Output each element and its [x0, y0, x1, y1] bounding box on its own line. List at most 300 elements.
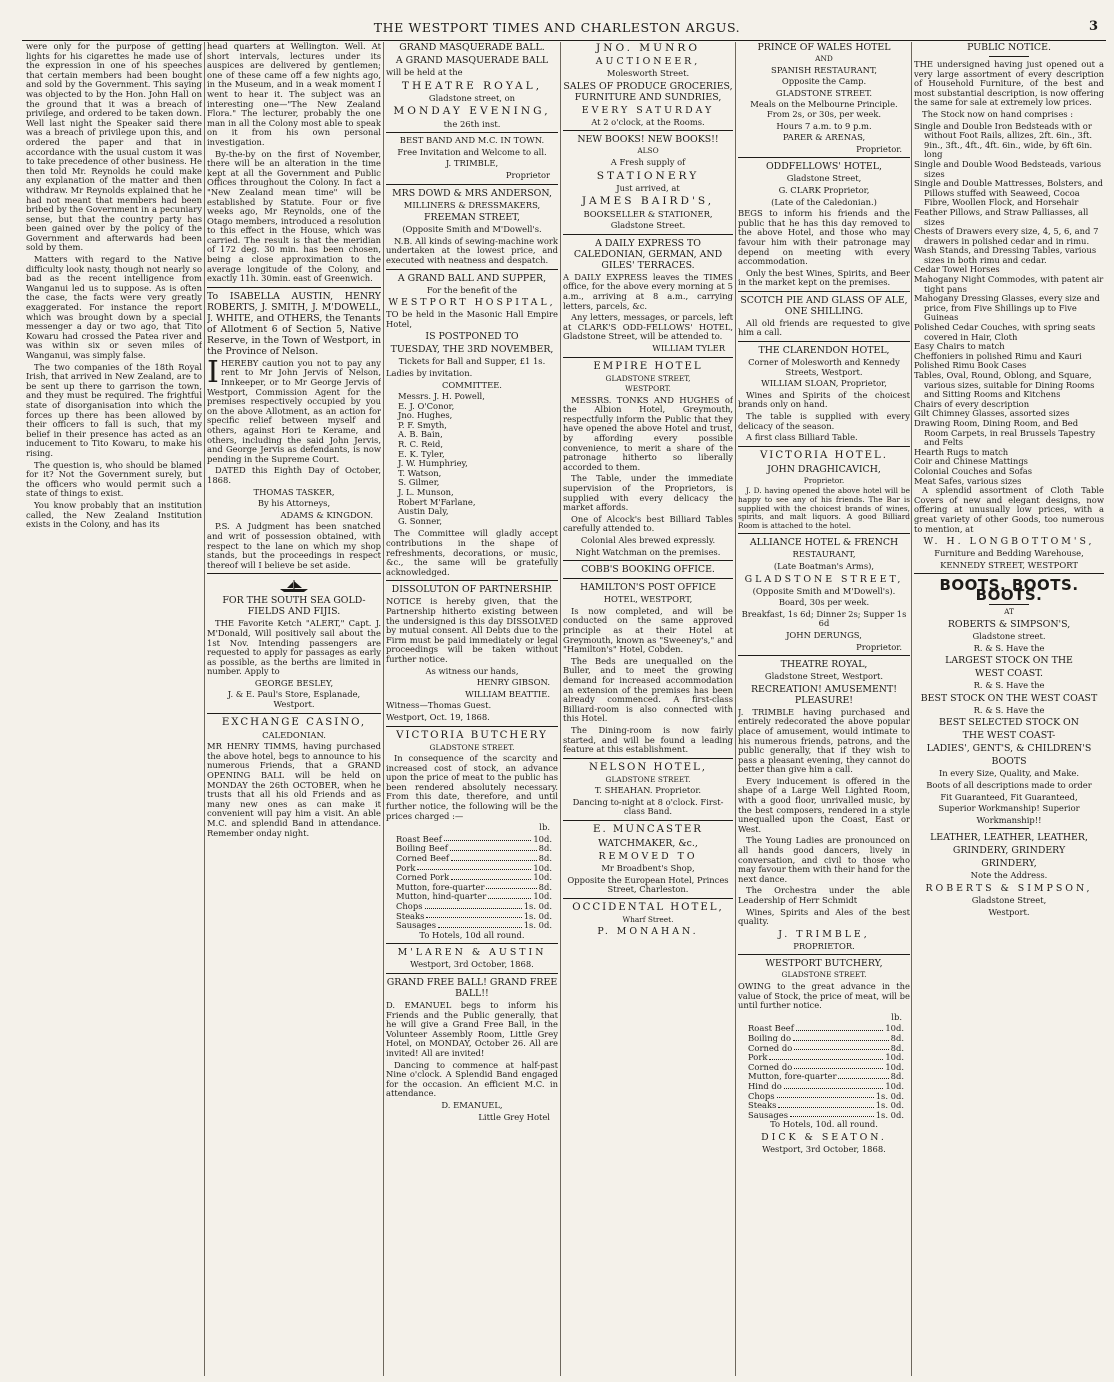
boots-coast-2: THE WEST COAST-: [962, 730, 1056, 742]
price-item: Pork: [396, 862, 416, 873]
article-paragraph: The two companies of the 18th Royal Irish, that arrived in New Zealand, are to be sent up there to garrison the town, and they must be required. The frightful state of disorganisation into which the forces up there has been allowed by their officers to fall is such, that my belief in their presence has acted as an inducement to Tito Kowaru, to make his rising.: [26, 361, 202, 458]
price-value: 8d.: [890, 1071, 904, 1082]
dressmaker-opp: (Opposite Smith and M'Dowell's.: [402, 224, 542, 235]
books-stationery: STATIONERY: [596, 169, 700, 182]
price-value: 8d.: [890, 1032, 904, 1043]
hamilton-hotel-ad: [563, 578, 733, 755]
hospital-date: TUESDAY, THE 3RD NOVEMBER,: [390, 344, 554, 356]
dot-leader: [794, 1063, 883, 1070]
pow-name: PARER & ARENAS,: [782, 132, 866, 143]
committee-member: G. Sonner,: [398, 515, 442, 526]
muncaster-removed: REMOVED TO: [598, 851, 698, 863]
occidental-title: OCCIDENTAL HOTEL,: [572, 901, 724, 913]
books-fresh: A Fresh supply of: [610, 156, 686, 167]
drop-cap: I: [207, 354, 219, 390]
dissolution-witness: Witness—Thomas Guest.: [386, 700, 492, 711]
article-paragraph: Matters with regard to the Native difficulty look nasty, though not nearly so bad as the recent intelligence from Wanganui led us to suppose. As is often the case, the facts were very greatly exaggerated. For instance the report which was brought down by a special messenger a day or two ago, that Tito Kowaru had crossed the Patea river and was within six or seven miles of Wanganui, was simply false.: [26, 254, 202, 360]
clarendon-title: THE CLARENDON HOTEL,: [758, 345, 890, 357]
westport-butchery-title: WESTPORT BUTCHERY,: [765, 958, 883, 970]
masquerade-free: Free Invitation and Welcome to all.: [397, 146, 547, 157]
munro-role: AUCTIONEER,: [595, 56, 701, 68]
victoria-role: Proprietor.: [803, 475, 845, 485]
column-1: [26, 42, 202, 1376]
notice-attorneys: ADAMS & KINGDON.: [280, 509, 373, 520]
oddfellows-title: ODDFELLOWS' HOTEL,: [766, 161, 882, 173]
committee-list: [398, 392, 558, 526]
butchery-signature: M'LAREN & AUSTIN: [397, 947, 547, 959]
prince-of-wales-ad: [738, 42, 910, 154]
divider: [989, 56, 1029, 57]
price-item: Mutton, hind-quarter: [396, 891, 487, 902]
price-item: Boiling Beef: [396, 843, 448, 854]
cobb-title: COBB'S BOOKING OFFICE.: [581, 564, 715, 576]
boots-selected: BEST SELECTED STOCK ON: [939, 717, 1079, 729]
public-notice-street: KENNEDY STREET, WESTPORT: [940, 559, 1078, 570]
boots-grindery: GRINDERY, GRINDERY: [952, 845, 1066, 857]
dot-leader: [444, 835, 531, 842]
nelson-title: NELSON HOTEL,: [588, 761, 708, 773]
express-name: WILLIAM TYLER: [652, 342, 725, 353]
westport-butchery-date: Westport, 3rd October, 1868.: [762, 1143, 886, 1154]
westport-butchery-body: OWING to the great advance in the value of Stock, the price of meat, will be until further notice.: [738, 980, 910, 1011]
price-item: Roast Beef: [748, 1023, 794, 1034]
committee-member: P. F. Smyth,: [398, 419, 447, 430]
dot-leader: [488, 892, 531, 899]
sale-item: Easy Chairs to match: [914, 341, 1005, 352]
committee-member: Austin Daly,: [398, 506, 449, 517]
public-notice-ad: [914, 42, 1104, 570]
masquerade-day: MONDAY EVENING,: [393, 105, 551, 118]
dissolution-title: DISSOLUTON OF PARTNERSHIP.: [391, 584, 553, 596]
alliance-opp: (Opposite Smith and M'Dowell's).: [752, 585, 896, 596]
alliance-sub: RESTAURANT,: [792, 549, 856, 560]
dot-leader: [451, 854, 537, 861]
dot-leader: [778, 1101, 873, 1108]
books-street: Gladstone Street.: [610, 220, 686, 231]
article-paragraph: By-the-by on the first of November, there will be an alteration in the time kept at all the Government and Public Offices throughout the Colony. In fact a "New Zealand mean time" will be established by Statute. Four or five weeks ago, Mr Reynolds, one of the Otago members, introduced a resolution to this effect in the House, which was carried. The result is that the meridian of 172 deg. 30 min. has been chosen, being a close approximation to the average longitude of the Colony, and exactly 11h. 30min. east of Greenwich.: [207, 148, 381, 284]
price-value: 1s. 0d.: [875, 1109, 904, 1120]
nelson-dancing: Dancing to-night at 8 o'clock. First-class Band.: [572, 796, 724, 817]
pow-street: GLADSTONE STREET.: [775, 87, 873, 98]
books-arrived: Just arrived, at: [616, 182, 680, 193]
boots-street: Gladstone street.: [972, 631, 1046, 642]
sale-item: Drawing Room, Dining Room, and Bed Room Carpets, in real Brussels Tapestry and Felts: [914, 417, 1096, 448]
butchery-body: In consequence of the scarcity and increased cost of stock, an advance upon the price of meat to the public has been rendered absolutely necessary. From this date, therefore, and until further notice, the following will be the prices charged :—: [386, 753, 558, 821]
occidental-name: P. MONAHAN.: [597, 926, 699, 938]
books-ad: [563, 130, 733, 230]
sale-item: Wash Stands, and Dressing Tables, various sizes in both rimu and cedar.: [914, 245, 1097, 265]
free-ball-ad: [386, 973, 558, 1122]
dot-leader: [784, 1082, 884, 1089]
price-value: 10d.: [885, 1052, 904, 1063]
price-item: Roast Beef: [396, 833, 442, 844]
boots-ad: [914, 573, 1104, 917]
divider: [989, 828, 1029, 829]
header-rule: [22, 40, 1106, 41]
column-5: [738, 42, 910, 1376]
sale-item: Single and Double Wood Bedsteads, various sizes: [914, 158, 1102, 179]
sale-item: Cheffoniers in polished Rimu and Kauri: [914, 350, 1082, 361]
boots-every: In every Size, Quality, and Make.: [938, 768, 1080, 779]
hospital-body: TO be held in the Masonic Hall Empire Hotel,: [386, 309, 558, 329]
express-ad: [563, 234, 733, 354]
price-value: 10d.: [885, 1023, 904, 1034]
boots-best: BEST STOCK ON THE WEST COAST: [920, 692, 1098, 704]
boots-rs-2: R. & S. Have the: [973, 680, 1045, 691]
hospital-thanks: The Committee will gladly accept contributions in the shape of refreshments, decorations, or music, &c., the same will be gratefully acknowledged.: [386, 528, 558, 577]
dot-leader: [486, 883, 536, 890]
masquerade-title: GRAND MASQUERADE BALL.: [399, 42, 545, 53]
hospital-benefit: For the benefit of the: [426, 284, 518, 295]
munro-sales: SALES OF PRODUCE GROCERIES, FURNITURE AND SUNDRIES,: [563, 80, 733, 103]
column-divider: [911, 42, 912, 1376]
boots-made: Boots of all descriptions made to order: [926, 780, 1092, 791]
column-6: [914, 42, 1104, 1376]
masquerade-street: Gladstone street, on: [428, 92, 516, 103]
price-value: 8d.: [538, 881, 552, 892]
dot-leader: [417, 864, 531, 871]
price-item: Pork: [748, 1052, 768, 1063]
empire-town: WESTPORT.: [625, 384, 671, 394]
alliance-meals: Breakfast, 1s 6d; Dinner 2s; Supper 1s 6d: [741, 608, 907, 629]
clarendon-body: Wines and Spirits of the choicest brands only on hand.: [738, 389, 910, 410]
free-ball-dance: Dancing to commence at half-past Nine o'clock. A Splendid Band engaged for the occasion. An efficient M.C. in attendance.: [386, 1059, 558, 1099]
page-number: 3: [1088, 19, 1098, 34]
dot-leader: [796, 1024, 883, 1031]
boots-boots: BOOTS: [991, 756, 1027, 768]
price-item: Mutton, fore-quarter: [396, 881, 485, 892]
boots-rs-3: R. & S. Have the: [973, 704, 1045, 715]
column-2: [207, 42, 381, 1376]
hamilton-title: HAMILTON'S POST OFFICE: [580, 582, 716, 594]
article-paragraph: You know probably that an institution called, the New Zealand Institution exists in the Colony, and has its: [26, 499, 202, 530]
price-value: 8d.: [538, 843, 552, 854]
dissolution-date: Westport, Oct. 19, 1868.: [386, 711, 490, 722]
boots-signature: ROBERTS & SIMPSON,: [925, 883, 1093, 894]
dissolution-witness-label: As witness our hands,: [425, 665, 519, 676]
sale-item: Colonial Couches and Sofas: [914, 465, 1033, 476]
alliance-hotel-ad: [738, 533, 910, 652]
boots-title: BOOTS. BOOTS. BOOTS.: [939, 576, 1079, 604]
public-notice-closing: A splendid assortment of Cloth Table Covers of new and elegant designs, now offering at unusually low prices, with a great variety of other Goods, too numerous to mention, at: [914, 485, 1104, 534]
free-ball-place: Little Grey Hotel: [478, 1111, 550, 1122]
ship-ad-agent: GEORGE BESLEY,: [254, 677, 334, 688]
dot-leader: [777, 1092, 874, 1099]
price-value: 1s. 0d.: [875, 1100, 904, 1111]
price-value: 1s. 0d.: [523, 910, 552, 921]
clarendon-body-2: The table is supplied with every delicacy of the season.: [738, 411, 910, 431]
westport-butchery-unit: lb.: [891, 1011, 902, 1022]
books-title: NEW BOOKS! NEW BOOKS!!: [577, 134, 719, 146]
victoria-hotel-ad: [738, 446, 910, 531]
boots-leather: LEATHER, LEATHER, LEATHER,: [930, 832, 1088, 844]
masquerade-ad: [386, 42, 558, 181]
price-item: Sausages: [396, 920, 437, 931]
notice-dated: DATED this Eighth Day of October, 1868.: [207, 465, 381, 485]
theatre-body-2: Every inducement is offered in the shape of a Large Well Lighted Room, with a good floor, unrivalled music, by the best composers, rendered in a style unequalled upon the Coast, East or West.: [738, 775, 910, 834]
public-notice-stock: The Stock now on hand comprises :: [922, 108, 1074, 119]
dot-leader: [426, 912, 521, 919]
sale-item: Cedar Towel Horses: [914, 264, 1000, 275]
theatre-role: PROPRIETOR.: [793, 940, 855, 951]
dot-leader: [838, 1072, 888, 1079]
dressmaker-nb: N.B. All kinds of sewing-machine work undertaken at the lowest price, and executed with neatness and despatch.: [386, 235, 558, 265]
books-role: BOOKSELLER & STATIONER,: [583, 208, 713, 219]
sale-item: Polished Rimu Book Cases: [914, 360, 1027, 371]
ship-ad: [207, 573, 381, 709]
article-paragraph: The question is, who should be blamed for it? Not the Government surely, but the officers who would permit such a state of things to exist.: [26, 459, 202, 499]
sale-item: Meat Safes, various sizes: [914, 475, 1022, 486]
hospital-title: A GRAND BALL AND SUPPER,: [397, 272, 547, 284]
theatre-name: J. TRIMBLE,: [778, 928, 870, 940]
hospital-tickets: Tickets for Ball and Supper, £1 1s.: [398, 356, 546, 367]
casino-subtitle: CALEDONIAN.: [262, 729, 326, 740]
tenant-notice: [207, 287, 381, 570]
dissolution-ad: [386, 580, 558, 722]
theatre-body-3: The Young Ladies are pronounced on all hands good dancers, lively in conversation, and civil to those who may favour them with their hand for the next dance.: [738, 835, 910, 884]
dot-leader: [794, 1044, 888, 1051]
masthead: [0, 0, 1114, 40]
theatre-street: Gladstone Street, Westport.: [764, 671, 884, 682]
dot-leader: [793, 1034, 889, 1041]
dressmaker-street: FREEMAN STREET,: [423, 212, 521, 224]
cobb-ad: [563, 560, 733, 575]
column-3: [386, 42, 558, 1376]
westport-butchery-ad: [738, 954, 910, 1154]
pow-hours: Hours 7 a.m. to 9 p.m.: [776, 120, 872, 131]
theatre-body: J. TRIMBLE having purchased and entirely redecorated the above popular place of amusement, would intimate to his numerous friends, patrons, and the public generally, that if they wish to pass a pleasant evening, they cannot do better than give him a call.: [738, 706, 910, 775]
muncaster-shop: Mr Broadbent's Shop,: [601, 863, 695, 874]
sale-item: Chests of Drawers every size, 4, 5, 6, and 7 drawers in polished cedar and in rimu.: [914, 226, 1099, 246]
price-value: 10d.: [533, 891, 552, 902]
boots-work: Superior Workmanship! Superior: [938, 803, 1080, 814]
butchery-date: Westport, 3rd October, 1868.: [410, 959, 534, 970]
sale-item: Single and Double Iron Bedsteads with or without Foot Rails, allizes, 2ft. 6in., 3ft. 9in., 3ft., 4ft., 4ft. 6in., wide, by 6ft 6in. long: [914, 120, 1093, 160]
theatre-body-4: The Orchestra under the able Leadership of Herr Schmidt: [738, 885, 910, 905]
butchery-title: VICTORIA BUTCHERY: [396, 729, 548, 741]
committee-member: E. K. Tyler,: [398, 448, 445, 459]
price-item: Corned Pork: [396, 872, 450, 883]
price-item: Corned do: [748, 1042, 793, 1053]
westport-butchery-street: GLADSTONE STREET.: [781, 970, 867, 980]
pow-and: AND: [815, 54, 833, 63]
pow-meals: Meals on the Melbourne Principle. From 2s, or 30s, per week.: [750, 99, 898, 119]
munro-ad: [563, 42, 733, 127]
public-notice-role: Furniture and Bedding Warehouse,: [934, 548, 1084, 559]
munro-title: JNO. MUNRO: [595, 42, 701, 54]
price-item: Chops: [396, 901, 423, 911]
free-ball-body: D. EMANUEL begs to inform his Friends and the Public generally, that he will give a Grand Free Ball, in the Volunteer Assembly Room, Little Grey Hotel, on MONDAY, October 26. All are invited! All are invited!: [386, 999, 558, 1058]
empire-title: EMPIRE HOTEL: [593, 360, 703, 372]
boots-shop: ROBERTS & SIMPSON'S,: [947, 619, 1071, 631]
occidental-street: Wharf Street.: [622, 914, 674, 924]
boots-ladies: LADIES', GENT'S, & CHILDREN'S: [926, 743, 1092, 755]
dot-leader: [450, 844, 537, 851]
column-divider: [204, 42, 205, 1376]
price-item: Boiling do: [748, 1032, 792, 1043]
empire-ales: Colonial Ales brewed expressly.: [580, 535, 716, 546]
pow-title: PRINCE OF WALES HOTEL: [757, 42, 891, 53]
price-value: 10d.: [533, 862, 552, 873]
scotch-pie-ad: [738, 291, 910, 338]
price-item: Steaks: [396, 910, 425, 921]
masquerade-line2: will be held at the: [386, 67, 463, 77]
muncaster-role: WATCHMAKER, &c.,: [598, 838, 698, 850]
free-ball-title: GRAND FREE BALL! GRAND FREE BALL!!: [386, 976, 558, 999]
pow-sub: SPANISH RESTAURANT,: [770, 64, 878, 75]
alliance-title: ALLIANCE HOTEL & FRENCH: [749, 537, 899, 549]
newspaper-title: THE WESTPORT TIMES AND CHARLESTON ARGUS.: [373, 20, 741, 35]
hamilton-sub: HOTEL, WESTPORT,: [603, 594, 693, 605]
munro-time: At 2 o'clock, at the Rooms.: [591, 116, 705, 127]
price-item: Chops: [748, 1090, 775, 1101]
sale-item: Chairs of every description: [914, 398, 1030, 409]
hospital-ladies: Ladies by invitation.: [386, 367, 473, 378]
price-item: Sausages: [748, 1109, 789, 1120]
sale-item: Gilt Chimney Glasses, assorted sizes: [914, 408, 1070, 419]
dot-leader: [790, 1111, 874, 1118]
oddfellows-street: Gladstone Street,: [786, 173, 862, 184]
article-paragraph: were only for the purpose of getting lights for his cigarettes he made use of the expression in one of his speeches that certain members had been bought and sold by the Government. This saying was objected to by the Hon. John Hall on the ground that it was a breach of privilege, and ordered to be taken down. Well last night the Speaker said there was a breach of privilege upon this, and ordered the paper and that in accordance with the usual custom it was to take precedence of other business. He then told Mr. Reynolds he could make any explanation of the matter and then withdraw. Mr Reynolds explained that he had not meant that members had been bribed by the Government in a pecuniary sense, but that the country party has been gained over by the policy of the Government and afterwards had been sold by them.: [26, 42, 202, 253]
alliance-name: JOHN DERUNGS,: [786, 629, 862, 640]
theatre-royal-ad: [738, 655, 910, 951]
ship-ad-title: FOR THE SOUTH SEA GOLD-FIELDS AND FIJIS.: [222, 595, 366, 618]
committee-member: J. L. Munson,: [398, 487, 454, 498]
committee-member: Jno. Hughes,: [398, 410, 453, 421]
victoria-name: JOHN DRAGHICAVICH,: [767, 463, 881, 475]
books-also: ALSO: [637, 146, 659, 156]
committee-member: J. W. Humphriey,: [398, 458, 468, 469]
casino-title: EXCHANGE CASINO,: [221, 716, 367, 728]
boots-rs-1: R. & S. Have the: [973, 642, 1045, 653]
hospital-ball-ad: [386, 269, 558, 578]
hamilton-body: Is now completed, and will be conducted on the same approved principle as at their Hotel at Greymouth, known as "Sweeney's," and "Hamilton's" Hotel, Cobden.: [563, 605, 733, 655]
empire-body-2: The Table, under the immediate supervision of the Proprietors, is supplied with every delicacy the market affords.: [563, 473, 733, 513]
sale-item: Coir and Chinese Mattings: [914, 456, 1028, 467]
ship-icon: [277, 579, 311, 593]
hospital-postponed: IS POSTPONED TO: [425, 331, 519, 343]
column-divider: [383, 42, 384, 1376]
theatre-title: THEATRE ROYAL,: [780, 659, 868, 671]
boots-coast: WEST COAST.: [974, 668, 1044, 680]
dot-leader: [425, 902, 522, 909]
notice-body: HEREBY caution you not to pay any rent to Mr John Jervis of Nelson, Innkeeper, or to Mr George Jervis of Westport, Commission Agent for the premises respectively occupied by you on the above Allotment, as an action for specific relief between myself and others, against Hori te Kerame, and others, including the said John Jervis, and George Jervis as defendants, is now pending in the Supreme Court.: [207, 357, 381, 464]
price-value: 10d.: [533, 833, 552, 844]
masquerade-line1: A GRAND MASQUERADE BALL: [395, 55, 549, 66]
sale-item: Tables, Oval, Round, Oblong, and Square, various sizes, suitable for Dining Rooms and Sitting Rooms and Kitchens: [914, 370, 1095, 400]
committee-member: Robert M'Farlane,: [398, 496, 476, 507]
column-divider: [735, 42, 736, 1376]
pie-title: SCOTCH PIE AND GLASS OF ALE, ONE SHILLING.: [740, 294, 908, 317]
masquerade-date: the 26th inst.: [443, 118, 501, 129]
masquerade-role: Proprietor: [505, 169, 550, 180]
clarendon-name: WILLIAM SLOAN, Proprietor,: [761, 378, 887, 389]
oddfellows-ad: [738, 157, 910, 288]
pow-opp: Opposite the Camp.: [781, 76, 867, 87]
boots-at: AT: [1004, 607, 1014, 617]
muncaster-title: E. MUNCASTER: [593, 824, 703, 836]
committee-member: R. C. Reid,: [398, 439, 444, 450]
oddfellows-body: BEGS to inform his friends and the public that he has this day removed to the above Hotel, and those who may favour him with their patronage may depend on meeting with every accommodation.: [738, 208, 910, 267]
theatre-wines: Wines, Spirits and Ales of the best quality.: [738, 906, 910, 927]
boots-largest: LARGEST STOCK ON THE: [945, 655, 1073, 667]
westport-butchery-hotels: To Hotels, 10d. all round.: [770, 1119, 878, 1130]
dot-leader: [451, 873, 531, 880]
article-paragraph: head quarters at Wellington. Well. At short intervals, lectures under its auspices are delivered by gentlemen; one of these came off a few nights ago, in the Museum, and in a weak moment I went to hear it. The subject was an interesting one—"The New Zealand Flora." The lecturer, probably the one man in all the Colony most able to speak on it from his own personal investigation.: [207, 42, 381, 147]
alliance-late: (Late Boatman's Arms),: [773, 560, 875, 571]
westport-butchery-signature: DICK & SEATON.: [761, 1131, 887, 1143]
masquerade-name: J. TRIMBLE,: [445, 158, 499, 169]
empire-street: GLADSTONE STREET,: [605, 373, 691, 383]
price-item: Corned do: [748, 1061, 793, 1072]
alliance-role: Proprietor.: [856, 641, 902, 652]
notice-by: By his Attorneys,: [257, 498, 331, 509]
oddfellows-late: (Late of the Caledonian.): [771, 196, 877, 207]
oddfellows-body-2: Only the best Wines, Spirits, and Beer in the market kept on the premises.: [738, 267, 910, 288]
notice-name: THOMAS TASKER,: [253, 486, 335, 497]
empire-night: Night Watchman on the premises.: [575, 546, 721, 557]
pow-role: Proprietor.: [856, 143, 902, 154]
sale-item: Mahogany Night Commodes, with patent air tight pans: [914, 274, 1104, 294]
empire-body: MESSRS. TONKS AND HUGHES of the Albion Hotel, Greymouth, respectfully inform the Public that they have opened the above Hotel and trust, by affording every possible convenience, to merit a share of the patronage hitherto so liberally accorded to them.: [563, 394, 733, 472]
notice-address: To ISABELLA AUSTIN, HENRY ROBERTS, J. SMITH, J. M'DOWELL, J. WHITE, and OTHERS, the Tenants of Allotment 6 of Section 5, Native Reserve, in the Town of Westport, in the Province of Nelson.: [207, 290, 381, 357]
column-divider: [560, 42, 561, 1376]
dissolution-name-1: HENRY GIBSON.: [476, 677, 550, 688]
price-value: 1s. 0d.: [875, 1090, 904, 1101]
boots-grindery-2: GRINDERY,: [981, 858, 1037, 870]
notice-ps: P.S. A Judgment has been snatched and writ of possession obtained, with respect to the lane on which my shop stands, but the proceedings in respect thereof will I believe be set aside.: [207, 521, 381, 570]
munro-street: Molesworth Street.: [606, 68, 690, 79]
clarendon-addr: Corner of Molesworth and Kennedy Streets, Westport.: [748, 357, 900, 377]
committee-member: E. J. O'Conor,: [398, 400, 455, 411]
casino-body: MR HENRY TIMMS, having purchased the above hotel, begs to announce to his numerous Friends, that a GRAND OPENING BALL will be held on MONDAY the 26th OCTOBER, when he trusts that all his old Friends and as many new ones as can make it convenient will pay him a visit. An able M.C. and splendid Band in attendance. Remember onday night.: [207, 741, 381, 838]
price-value: 10d.: [885, 1080, 904, 1091]
public-notice-body: THE undersigned having just opened out a very large assortment of every description of Household Furniture, of the best and most substantial description, is now offering the same for sale at extremely low prices.: [914, 59, 1104, 108]
express-title: A DAILY EXPRESS TO CALEDONIAN, GERMAN, AND GILES' TERRACES.: [573, 237, 723, 271]
casino-ad: [207, 713, 381, 839]
express-body: A DAILY EXPRESS leaves the TIMES office, for the above every morning at 5 a.m., arriving at 8 a.m., carrying letters, parcels, &c.: [563, 271, 733, 311]
dressmaker-ad: [386, 184, 558, 266]
victoria-body: J. D. having opened the above hotel will be happy to see any of his friends. The Bar is supplied with the choicest brands of wines, spirits, and malt liquors. A good Billiard Room is attached to the hotel.: [738, 486, 910, 530]
alliance-street: GLADSTONE STREET,: [744, 573, 904, 585]
clarendon-hotel-ad: [738, 341, 910, 443]
ship-ad-body: THE Favorite Ketch "ALERT," Capt. J. M'Donald, Will positively sail about the 1st Nov. Intending passengers are requested to apply for passages as early as possible, as the berths are limited in number. Apply to: [207, 618, 381, 677]
dressmaker-line: MILLINERS & DRESSMAKERS,: [403, 199, 541, 210]
masquerade-band: BEST BAND AND M.C. IN TOWN.: [399, 135, 545, 146]
public-notice-title: PUBLIC NOTICE.: [967, 42, 1051, 53]
sale-item: Hearth Rugs to match: [914, 446, 1009, 457]
price-item: Steaks: [748, 1100, 777, 1111]
committee-member: Messrs. J. H. Powell,: [398, 391, 485, 402]
victoria-butchery-ad: [386, 726, 558, 970]
occidental-hotel-ad: [563, 898, 733, 938]
hamilton-body-3: The Dining-room is now fairly started, and will be found a leading feature at this establishment.: [563, 724, 733, 755]
free-ball-name: D. EMANUEL,: [441, 1099, 503, 1110]
empire-hotel-ad: [563, 357, 733, 558]
price-value: 10d.: [533, 872, 552, 883]
boots-fit: Fit Guaranteed, Fit Guaranteed,: [940, 791, 1078, 802]
express-body-2: Any letters, messages, or parcels, left at CLARK'S ODD-FELLOWS' HOTEL, Gladstone Street, will be attended to.: [563, 312, 733, 342]
price-value: 8d.: [890, 1042, 904, 1053]
empire-body-3: One of Alcock's best Billiard Tables carefully attended to.: [563, 513, 733, 534]
books-name: JAMES BAIRD'S,: [581, 195, 715, 208]
butchery-hotels: To Hotels, 10d all round.: [419, 929, 525, 940]
price-value: 10d.: [885, 1061, 904, 1072]
committee-member: A. B. Bain,: [398, 429, 443, 440]
committee-member: S. Gilmer,: [398, 477, 440, 488]
price-list: [386, 835, 558, 931]
munro-day: EVERY SATURDAY: [581, 104, 715, 116]
